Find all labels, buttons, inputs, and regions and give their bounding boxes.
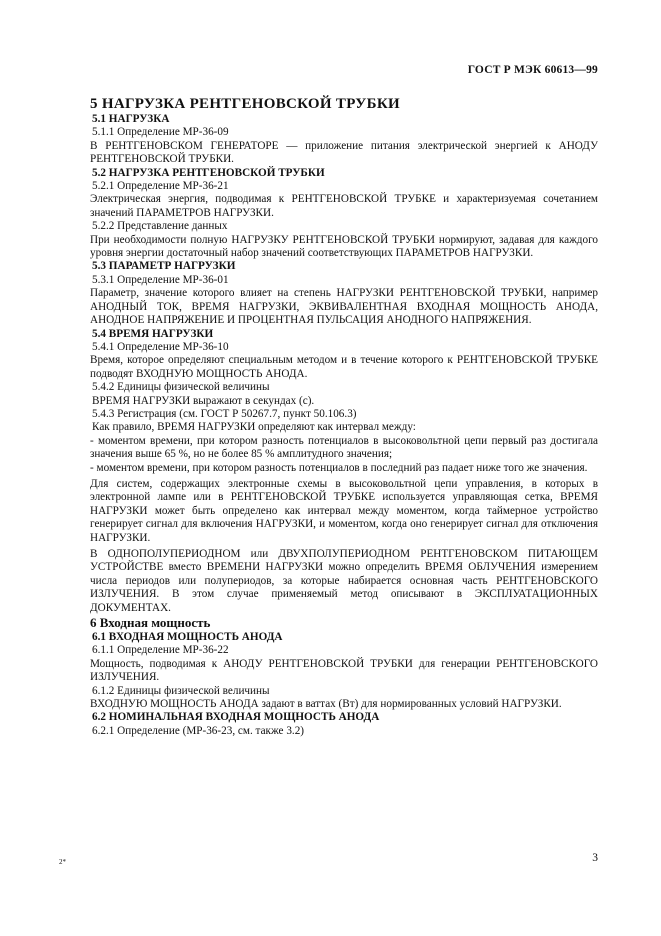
clause-5-2-1-definition: 5.2.1 Определение МР-36-21 — [92, 180, 229, 193]
clause-5-3-1-text: Параметр, значение которого влияет на степень НАГРУЗКИ РЕНТГЕНОВСКОЙ ТРУБКИ, например АНОДНЫЙ ТОК, ВРЕМЯ НАГРУЗКИ, ЭКВИВАЛЕНТНАЯ ВХОДНАЯ МОЩНОСТЬ АНОДА, АНОДНОЕ НАПРЯЖЕНИЕ И ПРОЦЕНТНАЯ ПУЛЬСАЦИЯ АНОДНОГО НАПРЯЖЕНИЯ. — [90, 287, 598, 327]
clause-5-2-2-heading: 5.2.2 Представление данных — [92, 220, 228, 233]
clause-5-4-3-paragraph-1: Для систем, содержащих электронные схемы в высоковольтной цепи управления, в которых в электронной лампе или в РЕНТГЕНОВСКОЙ ТРУБКЕ используется управляющая сетка, ВРЕМЯ НАГРУЗКИ может быть определено как интервал между моментом, когда таймерное устройство генерирует сигнал для включения НАГРУЗКИ, и моментом, когда оно генерирует сигнал для отключения НАГРУЗКИ. — [90, 477, 598, 544]
clause-5-1-1-definition: 5.1.1 Определение МР-36-09 — [92, 126, 229, 139]
clause-5-1-heading: 5.1 НАГРУЗКА — [92, 113, 170, 125]
clause-5-3-heading: 5.3 ПАРАМЕТР НАГРУЗКИ — [92, 260, 236, 273]
clause-5-4-1-definition: 5.4.1 Определение МР-36-10 — [92, 340, 229, 353]
clause-5-2-heading: 5.2 НАГРУЗКА РЕНТГЕНОВСКОЙ ТРУБКИ — [92, 166, 325, 179]
clause-6-1-2-text: ВХОДНУЮ МОЩНОСТЬ АНОДА задают в ваттах (Вт) для нормированных условий НАГРУЗКИ. — [90, 698, 562, 711]
clause-5-4-3-intro: Как правило, ВРЕМЯ НАГРУЗКИ определяют как интервал между: — [92, 421, 416, 434]
page-number: 3 — [592, 852, 598, 864]
clause-5-4-1-text: Время, которое определяют специальным методом и в течение которого к РЕНТГЕНОВСКОЙ ТРУБКЕ подводят ВХОДНУЮ МОЩНОСТЬ АНОДА. — [90, 354, 598, 380]
sheet-mark: 2* — [59, 858, 66, 866]
clause-5-4-3-item-2: - моментом времени, при котором разность потенциалов в последний раз падает ниже того же значения. — [90, 461, 588, 474]
clause-5-4-3-paragraph-2: В ОДНОПОЛУПЕРИОДНОМ или ДВУХПОЛУПЕРИОДНОМ РЕНТГЕНОВСКОМ ПИТАЮЩЕМ УСТРОЙСТВЕ вместо ВРЕМЕНИ НАГРУЗКИ можно определить ВРЕМЯ ОБЛУЧЕНИЯ измерением числа периодов или полупериодов, за которые набирается основная часть РЕНТГЕНОВСКОГО ИЗЛУЧЕНИЯ. В этом случае применяемый метод описывают в ЭКСПЛУАТАЦИОННЫХ ДОКУМЕНТАХ. — [90, 548, 598, 614]
section-6-heading: 6 Входная мощность — [90, 615, 211, 631]
clause-6-1-1-definition: 6.1.1 Определение МР-36-22 — [92, 644, 229, 657]
clause-5-4-3-heading: 5.4.3 Регистрация (см. ГОСТ Р 50267.7, пункт 50.106.3) — [92, 407, 357, 420]
clause-6-1-heading: 6.1 ВХОДНАЯ МОЩНОСТЬ АНОДА — [92, 631, 283, 644]
clause-5-2-2-text: При необходимости полную НАГРУЗКУ РЕНТГЕНОВСКОЙ ТРУБКИ нормируют, задавая для каждого уровня энергии достаточный набор значений соответствующих ПАРАМЕТРОВ НАГРУЗКИ. — [90, 233, 598, 260]
clause-6-2-heading: 6.2 НОМИНАЛЬНАЯ ВХОДНАЯ МОЩНОСТЬ АНОДА — [92, 711, 380, 724]
clause-5-2-1-text: Электрическая энергия, подводимая к РЕНТГЕНОВСКОЙ ТРУБКЕ и характеризуемая сочетанием значений ПАРАМЕТРОВ НАГРУЗКИ. — [90, 193, 598, 219]
clause-5-4-2-text: ВРЕМЯ НАГРУЗКИ выражают в секундах (с). — [92, 394, 315, 407]
section-5-heading: 5 НАГРУЗКА РЕНТГЕНОВСКОЙ ТРУБКИ — [90, 96, 400, 112]
clause-5-1-1-text: В РЕНТГЕНОВСКОМ ГЕНЕРАТОРЕ — приложение питания электрической энергией к АНОДУ РЕНТГЕНОВСКОЙ ТРУБКИ. — [90, 139, 598, 166]
clause-6-1-2-heading: 6.1.2 Единицы физической величины — [92, 684, 270, 697]
document-code-header: ГОСТ Р МЭК 60613—99 — [467, 64, 598, 76]
clause-6-2-1-definition: 6.2.1 Определение (МР-36-23, см. также 3.2) — [92, 724, 305, 737]
clause-5-3-1-definition: 5.3.1 Определение МР-36-01 — [92, 273, 229, 286]
page-content — [90, 95, 598, 738]
clause-5-4-3-item-1: - моментом времени, при котором разность потенциалов в высоковольтной цепи первый раз достигала значения выше 65 %, но не более 85 % амплитудного значения; — [90, 434, 598, 461]
clause-5-4-heading: 5.4 ВРЕМЯ НАГРУЗКИ — [92, 327, 214, 340]
clause-5-4-2-heading: 5.4.2 Единицы физической величины — [92, 381, 270, 394]
clause-6-1-1-text: Мощность, подводимая к АНОДУ РЕНТГЕНОВСКОЙ ТРУБКИ для генерации РЕНТГЕНОВСКОГО ИЗЛУЧЕНИЯ. — [90, 657, 598, 684]
